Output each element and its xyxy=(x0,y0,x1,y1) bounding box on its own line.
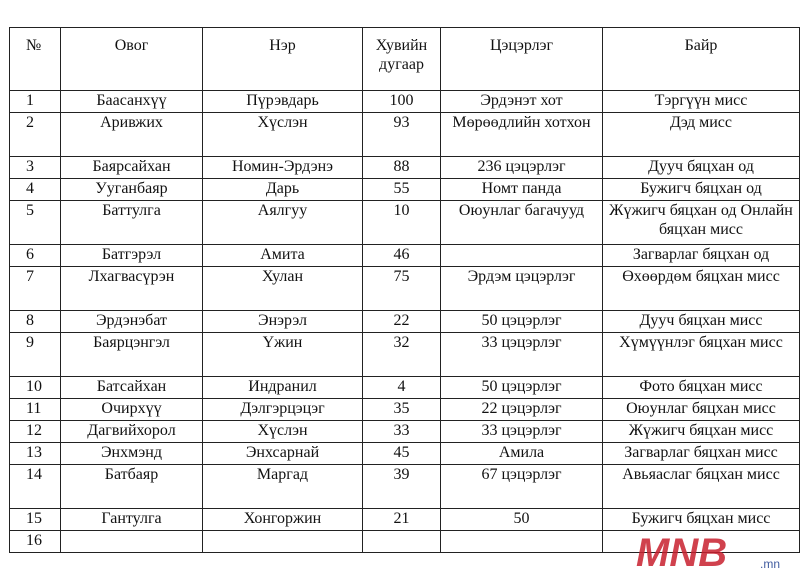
cell-surname: Аривжих xyxy=(61,113,203,157)
cell-name: Амита xyxy=(203,245,363,267)
cell-personal-number: 4 xyxy=(363,377,441,399)
table-row xyxy=(10,531,800,553)
table-row xyxy=(10,443,800,465)
header-kindergarten: Цэцэрлэг xyxy=(441,28,603,91)
table-row xyxy=(10,465,800,509)
cell-kindergarten: 50 цэцэрлэг xyxy=(441,377,603,399)
cell-number: 3 xyxy=(10,157,61,179)
cell-kindergarten: Эрдэнэт хот xyxy=(441,91,603,113)
cell-kindergarten: 22 цэцэрлэг xyxy=(441,399,603,421)
cell-kindergarten xyxy=(441,245,603,267)
cell-surname: Баярцэнгэл xyxy=(61,333,203,377)
table-row xyxy=(10,91,800,113)
cell-place: Дэд мисс xyxy=(603,113,800,157)
cell-name: Хүслэн xyxy=(203,421,363,443)
cell-personal-number: 32 xyxy=(363,333,441,377)
cell-name: Хонгоржин xyxy=(203,509,363,531)
table-row xyxy=(10,377,800,399)
cell-name: Үжин xyxy=(203,333,363,377)
cell-personal-number xyxy=(363,531,441,553)
cell-kindergarten: Мөрөөдлийн хотхон xyxy=(441,113,603,157)
cell-place: Авьяаслаг бяцхан мисс xyxy=(603,465,800,509)
cell-place: Фото бяцхан мисс xyxy=(603,377,800,399)
cell-place: Хүмүүнлэг бяцхан мисс xyxy=(603,333,800,377)
cell-personal-number: 35 xyxy=(363,399,441,421)
cell-number: 12 xyxy=(10,421,61,443)
cell-place xyxy=(603,531,800,553)
cell-name: Аялгуу xyxy=(203,201,363,245)
cell-number: 13 xyxy=(10,443,61,465)
table-row xyxy=(10,157,800,179)
cell-surname: Ууганбаяр xyxy=(61,179,203,201)
cell-number: 14 xyxy=(10,465,61,509)
header-place: Байр xyxy=(603,28,800,91)
cell-name: Дэлгэрцэцэг xyxy=(203,399,363,421)
cell-name: Индранил xyxy=(203,377,363,399)
table-row xyxy=(10,179,800,201)
cell-number: 9 xyxy=(10,333,61,377)
cell-personal-number: 46 xyxy=(363,245,441,267)
header-row xyxy=(10,28,800,91)
table-row xyxy=(10,113,800,157)
cell-personal-number: 33 xyxy=(363,421,441,443)
cell-name: Маргад xyxy=(203,465,363,509)
cell-personal-number: 88 xyxy=(363,157,441,179)
cell-personal-number: 39 xyxy=(363,465,441,509)
svg-text:.mn: .mn xyxy=(760,557,781,571)
cell-kindergarten: 33 цэцэрлэг xyxy=(441,421,603,443)
cell-surname: Эрдэнэбат xyxy=(61,311,203,333)
cell-kindergarten xyxy=(441,531,603,553)
cell-place: Жүжигч бяцхан од Онлайн бяцхан мисс xyxy=(603,201,800,245)
cell-place: Дууч бяцхан мисс xyxy=(603,311,800,333)
cell-number: 11 xyxy=(10,399,61,421)
cell-number: 5 xyxy=(10,201,61,245)
cell-surname: Баярсайхан xyxy=(61,157,203,179)
cell-surname: Лхагвасүрэн xyxy=(61,267,203,311)
cell-name xyxy=(203,531,363,553)
table-row xyxy=(10,245,800,267)
cell-personal-number: 10 xyxy=(363,201,441,245)
header-surname: Овог xyxy=(61,28,203,91)
table-row xyxy=(10,399,800,421)
cell-personal-number: 93 xyxy=(363,113,441,157)
cell-kindergarten: Номт панда xyxy=(441,179,603,201)
cell-kindergarten: 33 цэцэрлэг xyxy=(441,333,603,377)
cell-name: Дарь xyxy=(203,179,363,201)
cell-place: Өхөөрдөм бяцхан мисс xyxy=(603,267,800,311)
table-row xyxy=(10,267,800,311)
cell-kindergarten: 67 цэцэрлэг xyxy=(441,465,603,509)
cell-personal-number: 55 xyxy=(363,179,441,201)
cell-personal-number: 21 xyxy=(363,509,441,531)
cell-surname: Баасанхүү xyxy=(61,91,203,113)
cell-surname: Батгэрэл xyxy=(61,245,203,267)
cell-name: Хүслэн xyxy=(203,113,363,157)
cell-place: Тэргүүн мисс xyxy=(603,91,800,113)
cell-place: Загварлаг бяцхан мисс xyxy=(603,443,800,465)
header-number: № xyxy=(10,28,61,91)
cell-name: Пүрэвдарь xyxy=(203,91,363,113)
cell-number: 6 xyxy=(10,245,61,267)
cell-personal-number: 75 xyxy=(363,267,441,311)
cell-kindergarten: 50 цэцэрлэг xyxy=(441,311,603,333)
cell-name: Энэрэл xyxy=(203,311,363,333)
cell-place: Загварлаг бяцхан од xyxy=(603,245,800,267)
cell-kindergarten: Эрдэм цэцэрлэг xyxy=(441,267,603,311)
cell-surname: Батбаяр xyxy=(61,465,203,509)
cell-place: Бужигч бяцхан мисс xyxy=(603,509,800,531)
cell-surname: Энхмэнд xyxy=(61,443,203,465)
table-row xyxy=(10,333,800,377)
table-row xyxy=(10,311,800,333)
cell-surname: Батсайхан xyxy=(61,377,203,399)
results-table xyxy=(9,27,800,553)
cell-personal-number: 45 xyxy=(363,443,441,465)
cell-kindergarten: 236 цэцэрлэг xyxy=(441,157,603,179)
cell-place: Оюунлаг бяцхан мисс xyxy=(603,399,800,421)
cell-name: Энхсарнай xyxy=(203,443,363,465)
cell-kindergarten: 50 xyxy=(441,509,603,531)
cell-surname: Очирхүү xyxy=(61,399,203,421)
cell-place: Жүжигч бяцхан мисс xyxy=(603,421,800,443)
cell-place: Бужигч бяцхан од xyxy=(603,179,800,201)
header-name: Нэр xyxy=(203,28,363,91)
table-row xyxy=(10,201,800,245)
table-row xyxy=(10,509,800,531)
cell-name: Хулан xyxy=(203,267,363,311)
svg-text:MNB: MNB xyxy=(636,531,728,572)
cell-number: 4 xyxy=(10,179,61,201)
cell-personal-number: 100 xyxy=(363,91,441,113)
cell-number: 10 xyxy=(10,377,61,399)
cell-personal-number: 22 xyxy=(363,311,441,333)
table-row xyxy=(10,421,800,443)
cell-place: Дууч бяцхан од xyxy=(603,157,800,179)
cell-kindergarten: Оюунлаг багачууд xyxy=(441,201,603,245)
cell-name: Номин-Эрдэнэ xyxy=(203,157,363,179)
cell-number: 2 xyxy=(10,113,61,157)
cell-surname xyxy=(61,531,203,553)
cell-number: 1 xyxy=(10,91,61,113)
cell-surname: Баттулга xyxy=(61,201,203,245)
cell-surname: Гантулга xyxy=(61,509,203,531)
cell-number: 16 xyxy=(10,531,61,553)
cell-number: 7 xyxy=(10,267,61,311)
cell-number: 15 xyxy=(10,509,61,531)
cell-number: 8 xyxy=(10,311,61,333)
header-personal-number: Хувийн дугаар xyxy=(363,28,441,91)
cell-kindergarten: Амила xyxy=(441,443,603,465)
cell-surname: Дагвийхорол xyxy=(61,421,203,443)
